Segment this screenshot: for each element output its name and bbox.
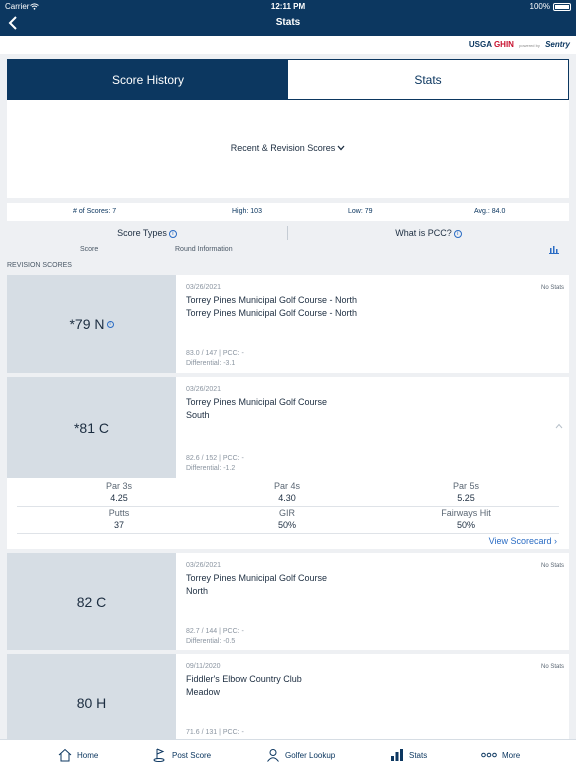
score-value: 82 C xyxy=(76,593,107,610)
low-score: Low: 79 xyxy=(348,208,373,215)
high-score: High: 103 xyxy=(232,208,262,215)
status-bar xyxy=(0,0,576,12)
course-rating: 71.6 / 131 | PCC: - xyxy=(186,729,244,736)
tabbar-home[interactable]: Home xyxy=(58,746,98,764)
more-icon xyxy=(481,752,497,758)
tab-stats[interactable]: Stats xyxy=(288,60,568,99)
tabbar-post-score[interactable]: Post Score xyxy=(153,746,211,764)
score-value: *81 C xyxy=(73,419,110,436)
score-filter-dropdown[interactable] xyxy=(7,143,569,153)
score-filter-label: Recent & Revision Scores xyxy=(230,143,336,153)
person-icon xyxy=(266,748,280,762)
score-value: 80 H xyxy=(76,695,107,711)
chevron-up-icon[interactable] xyxy=(555,423,563,429)
segmented-tabs xyxy=(7,59,569,100)
info-icon: i xyxy=(454,230,462,238)
differential: Differential: -3.1 xyxy=(186,360,236,367)
view-scorecard-link[interactable]: View Scorecard › xyxy=(488,536,557,546)
info-icon[interactable]: i xyxy=(107,321,114,328)
page-title: Stats xyxy=(275,17,301,28)
course-rating: 83.0 / 147 | PCC: - xyxy=(186,350,244,357)
score-value-panel xyxy=(7,377,176,478)
average-score: Avg.: 84.0 xyxy=(474,208,506,215)
round-date: 09/11/2020 xyxy=(186,663,221,670)
course-rating: 82.6 / 152 | PCC: - xyxy=(186,455,244,462)
differential: Differential: -0.5 xyxy=(186,638,236,645)
chevron-right-icon: › xyxy=(554,536,557,546)
putts-stat: Putts 37 xyxy=(108,508,130,530)
gir-stat: GIR 50% xyxy=(277,508,296,530)
par3-stat: Par 3s 4.25 xyxy=(105,481,132,503)
no-stats-label: No Stats xyxy=(540,563,564,569)
battery-percent: 100% xyxy=(529,2,550,11)
bottom-tab-bar xyxy=(0,739,576,768)
bar-chart-icon xyxy=(390,748,404,762)
revision-scores-label: REVISION SCORES xyxy=(7,262,72,269)
par-stats-row xyxy=(17,481,559,505)
score-card[interactable] xyxy=(7,654,569,739)
score-card[interactable] xyxy=(7,275,569,373)
tab-score-history[interactable]: Score History xyxy=(8,60,288,99)
golf-icon xyxy=(153,748,167,762)
what-is-pcc-link[interactable]: What is PCC? i xyxy=(288,228,569,238)
num-scores: # of Scores: 7 xyxy=(73,208,117,215)
round-date: 03/26/2021 xyxy=(186,386,222,393)
chevron-down-icon xyxy=(337,145,345,151)
clock: 12:11 PM xyxy=(270,2,306,11)
round-info-column-header: Round Information xyxy=(175,246,233,253)
score-card[interactable] xyxy=(7,553,569,650)
course-name: Torrey Pines Municipal Golf Course South xyxy=(186,397,328,420)
navigation-bar xyxy=(0,0,576,36)
differential: Differential: -1.2 xyxy=(186,465,236,472)
usga-ghin-logo: USGA GHIN powered by Sentry xyxy=(468,40,570,49)
brand-bar xyxy=(0,36,576,54)
score-summary xyxy=(7,203,569,221)
score-card-expanded[interactable] xyxy=(7,377,569,549)
tabbar-stats[interactable]: Stats xyxy=(390,746,427,764)
round-date: 03/26/2021 xyxy=(186,284,222,291)
round-date: 03/26/2021 xyxy=(186,562,222,569)
round-details xyxy=(186,454,244,474)
performance-stats-row xyxy=(17,508,559,532)
divider xyxy=(17,506,559,507)
bar-chart-icon[interactable] xyxy=(549,245,559,254)
info-icon: i xyxy=(169,230,177,238)
score-value-panel xyxy=(7,553,176,650)
course-name: Fiddler's Elbow Country Club Meadow xyxy=(186,674,302,697)
info-links xyxy=(7,226,569,242)
fairways-hit-stat: Fairways Hit 50% xyxy=(441,508,491,530)
course-rating: 82.7 / 144 | PCC: - xyxy=(186,628,244,635)
score-value-panel xyxy=(7,275,176,373)
course-name: Torrey Pines Municipal Golf Course North xyxy=(186,573,328,596)
round-details xyxy=(186,627,244,647)
course-name: Torrey Pines Municipal Golf Course - North Torrey Pines Municipal Golf Course - North xyxy=(186,295,358,318)
filter-panel xyxy=(7,100,569,198)
battery-icon xyxy=(553,3,571,11)
par4-stat: Par 4s 4.30 xyxy=(273,481,300,503)
round-details xyxy=(186,349,244,369)
round-details xyxy=(186,728,244,738)
home-icon xyxy=(58,748,72,762)
column-headers xyxy=(7,245,569,257)
carrier-label: Carrier xyxy=(5,2,30,11)
divider xyxy=(17,533,559,534)
score-value: *79 N xyxy=(69,316,105,332)
no-stats-label: No Stats xyxy=(540,285,564,291)
tabbar-golfer-lookup[interactable]: Golfer Lookup xyxy=(266,746,335,764)
no-stats-label: No Stats xyxy=(540,664,564,670)
score-column-header: Score xyxy=(80,246,99,253)
par5-stat: Par 5s 5.25 xyxy=(452,481,479,503)
score-value-panel xyxy=(7,654,176,739)
score-types-link[interactable]: Score Types i xyxy=(7,228,287,238)
tabbar-more[interactable]: More xyxy=(481,746,520,764)
